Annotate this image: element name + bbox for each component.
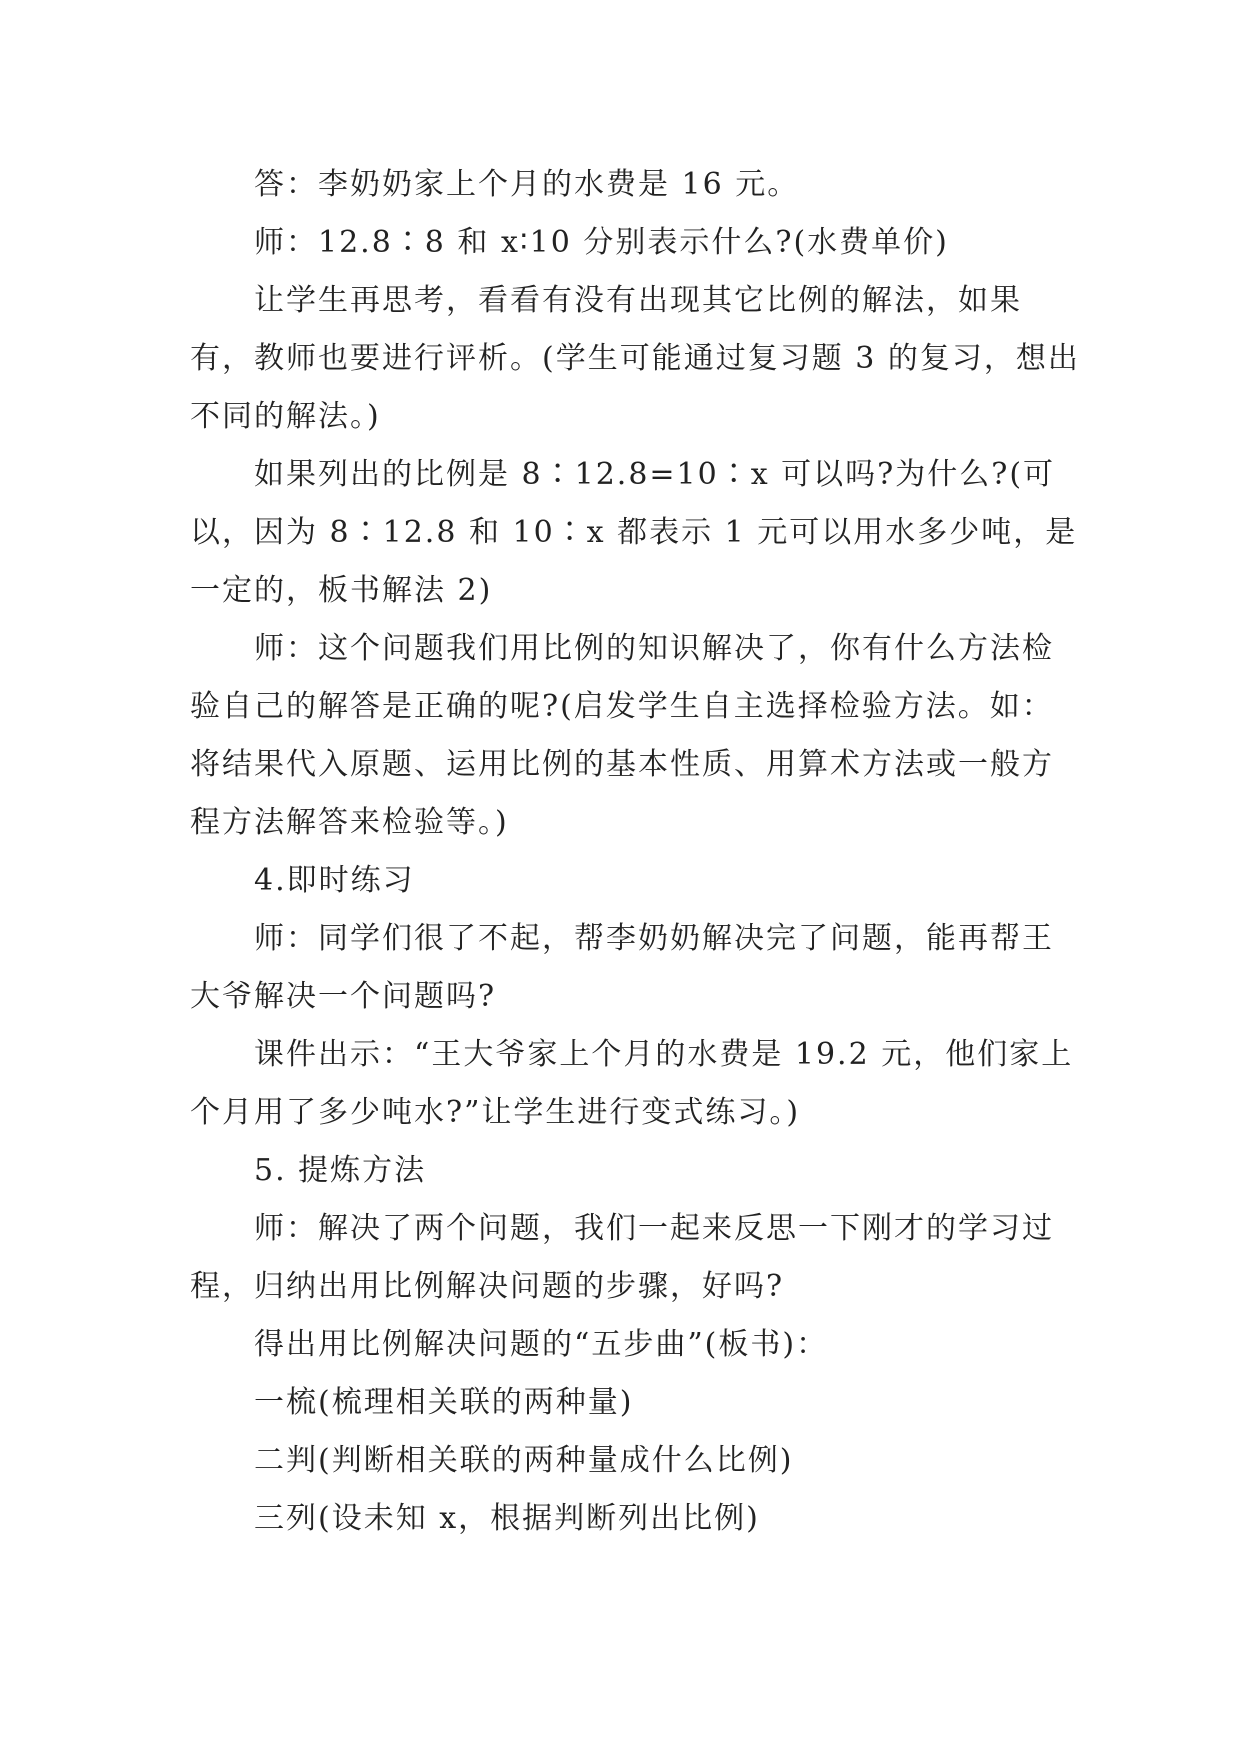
paragraph-answer: 答：李奶奶家上个月的水费是 16 元。 xyxy=(254,167,800,202)
paragraph-practice-intro: 师：同学们很了不起，帮李奶奶解决完了问题，能再帮王大爷解决一个问题吗? xyxy=(190,921,1054,1014)
paragraph-verification: 师：这个问题我们用比例的知识解决了，你有什么方法检验自己的解答是正确的呢?(启发学生自主选择检验方法。如：将结果代入原题、运用比例的基本性质、用算术方法或一般方程方法解答来检验等。) xyxy=(190,631,1054,840)
step-one: 一梳(梳理相关联的两种量) xyxy=(254,1385,634,1420)
step-three: 三列(设未知 x，根据判断列出比例) xyxy=(254,1501,760,1536)
section-heading-practice: 4.即时练习 xyxy=(254,863,415,898)
document-body xyxy=(190,156,1080,1548)
section-heading-method: 5. 提炼方法 xyxy=(254,1153,427,1188)
paragraph-reflection: 师：解决了两个问题，我们一起来反思一下刚才的学习过程，归纳出用比例解决问题的步骤，好吗? xyxy=(190,1211,1054,1304)
paragraph-teacher-question: 师：12.8∶8 和 x∶10 分别表示什么?(水费单价) xyxy=(254,225,949,260)
step-two: 二判(判断相关联的两种量成什么比例) xyxy=(254,1443,794,1478)
paragraph-five-steps: 得出用比例解决问题的“五步曲”(板书)： xyxy=(254,1327,829,1362)
paragraph-courseware: 课件出示：“王大爷家上个月的水费是 19.2 元，他们家上个月用了多少吨水?”让学生进行变式练习。) xyxy=(190,1037,1074,1130)
paragraph-other-solutions: 让学生再思考，看看有没有出现其它比例的解法，如果有，教师也要进行评析。(学生可能通过复习题 3 的复习，想出不同的解法。) xyxy=(190,283,1080,434)
paragraph-alternative-proportion: 如果列出的比例是 8∶12.8=10∶x 可以吗?为什么?(可以，因为 8∶12.8 和 10∶x 都表示 1 元可以用水多少吨，是一定的，板书解法 2) xyxy=(190,457,1078,608)
